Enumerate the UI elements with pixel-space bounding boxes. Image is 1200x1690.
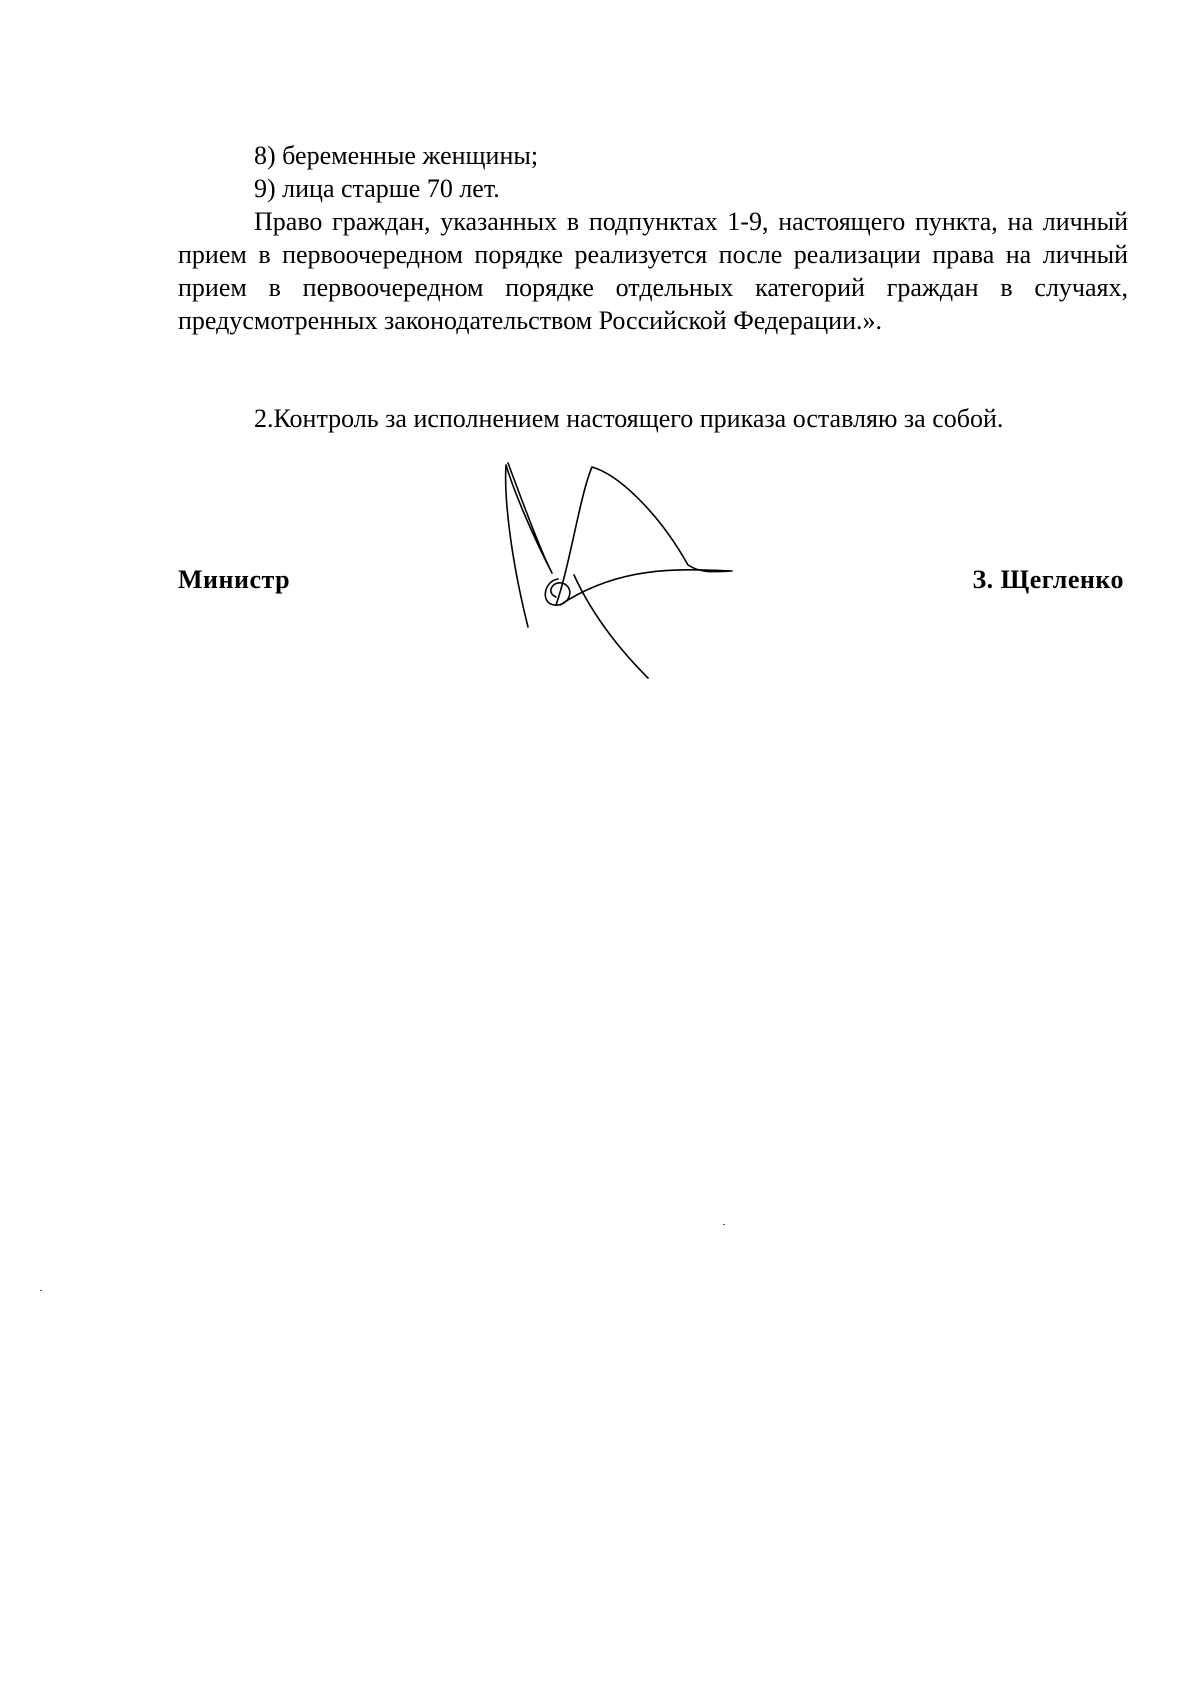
scan-speck bbox=[40, 1290, 42, 1291]
scan-speck bbox=[723, 1224, 725, 1225]
handwritten-signature bbox=[500, 455, 760, 685]
document-body bbox=[178, 139, 1128, 337]
list-item-8: 8) беременные женщины; bbox=[254, 141, 539, 170]
signatory-name: З. Щегленко bbox=[972, 565, 1124, 594]
paragraph-control: 2.Контроль за исполнением настоящего приказа оставляю за собой. bbox=[254, 404, 1004, 433]
paragraph-right-to-reception: Право граждан, указанных в подпунктах 1-9, настоящего пункта, на личный прием в первоочередном порядке реализуется после реализации права на личный прием в первоочередном порядке отдельных категорий граждан в случаях, предусмотренных законодательством Российской Федерации.». bbox=[178, 207, 1128, 335]
list-item-9: 9) лица старше 70 лет. bbox=[254, 174, 500, 203]
signatory-position: Министр bbox=[178, 565, 291, 594]
